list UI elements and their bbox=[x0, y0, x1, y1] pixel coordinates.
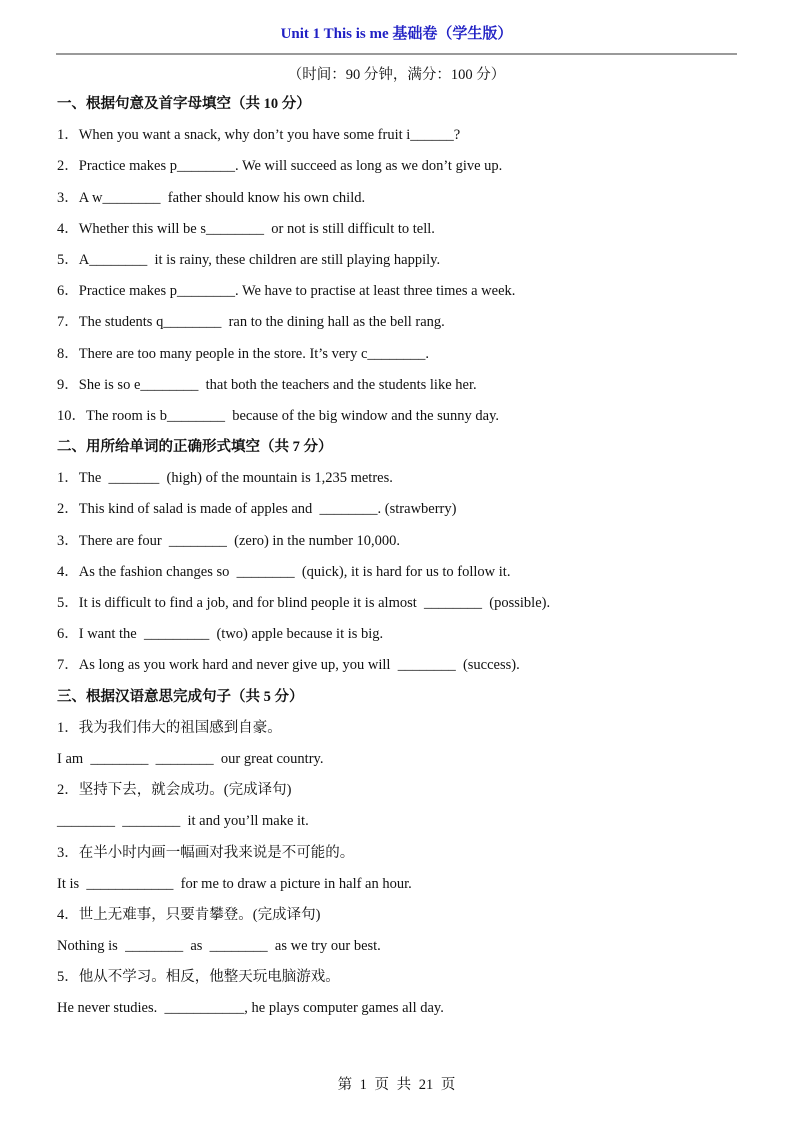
question-answer-line: ________ ________ it and you’ll make it. bbox=[57, 813, 309, 830]
question-prompt: 3．在半小时内画一幅画对我来说是不可能的。 bbox=[57, 844, 355, 861]
question-item: 3．There are four ________ (zero) in the number 10,000. bbox=[57, 532, 401, 549]
question-item: 4．As the fashion changes so ________ (quick), it is hard for us to follow it. bbox=[57, 563, 511, 580]
question-item: 10．The room is b________ because of the big window and the sunny day. bbox=[57, 407, 500, 424]
question-item: 1．When you want a snack, why don’t you have some fruit i______? bbox=[57, 127, 461, 144]
question-answer-line: Nothing is ________ as ________ as we try our best. bbox=[57, 938, 381, 955]
document-title: Unit 1 This is me 基础卷（学生版） bbox=[280, 26, 513, 42]
page-number: 第 1 页 共 21 页 bbox=[337, 1077, 456, 1093]
question-item: 5．A________ it is rainy, these children are still playing happily. bbox=[57, 251, 441, 268]
question-answer-line: I am ________ ________ our great country. bbox=[57, 750, 324, 767]
section-heading-2: 二、用所给单词的正确形式填空（共 7 分） bbox=[57, 439, 333, 456]
question-item: 3．A w________ father should know his own child. bbox=[57, 189, 366, 206]
document-body bbox=[57, 93, 747, 1029]
question-item: 4．Whether this will be s________ or not is still difficult to tell. bbox=[57, 220, 435, 237]
question-item: 1．The _______ (high) of the mountain is 1,235 metres. bbox=[57, 470, 393, 487]
question-item: 6．I want the _________ (two) apple because it is big. bbox=[57, 626, 384, 643]
question-item: 6．Practice makes p________. We have to practise at least three times a week. bbox=[57, 283, 516, 300]
section-heading-1: 一、根据句意及首字母填空（共 10 分） bbox=[57, 96, 311, 112]
question-item: 2．Practice makes p________. We will succeed as long as we don’t give up. bbox=[57, 158, 503, 175]
question-prompt: 4．世上无难事，只要肯攀登。(完成译句) bbox=[57, 906, 321, 923]
section-heading-3: 三、根据汉语意思完成句子（共 5 分） bbox=[57, 688, 304, 705]
header-divider bbox=[56, 53, 737, 55]
question-item: 2．This kind of salad is made of apples and ________. (strawberry) bbox=[57, 501, 457, 518]
question-item: 9．She is so e________ that both the teachers and the students like her. bbox=[57, 376, 477, 393]
question-item: 7．As long as you work hard and never give up, you will ________ (success). bbox=[57, 657, 520, 674]
exam-info: （时间：90 分钟，满分：100 分） bbox=[287, 67, 506, 83]
question-answer-line: It is ____________ for me to draw a picture in half an hour. bbox=[57, 875, 412, 892]
question-prompt: 2．坚持下去，就会成功。(完成译句) bbox=[57, 782, 292, 799]
question-item: 7．The students q________ ran to the dining hall as the bell rang. bbox=[57, 314, 445, 331]
question-answer-line: He never studies. ___________, he plays computer games all day. bbox=[57, 1000, 444, 1017]
question-item: 8．There are too many people in the store. It’s very c________. bbox=[57, 345, 430, 362]
question-prompt: 1．我为我们伟大的祖国感到自豪。 bbox=[57, 719, 282, 736]
question-prompt: 5．他从不学习。相反，他整天玩电脑游戏。 bbox=[57, 969, 340, 986]
question-item: 5．It is difficult to find a job, and for blind people it is almost ________ (possible). bbox=[57, 595, 551, 611]
